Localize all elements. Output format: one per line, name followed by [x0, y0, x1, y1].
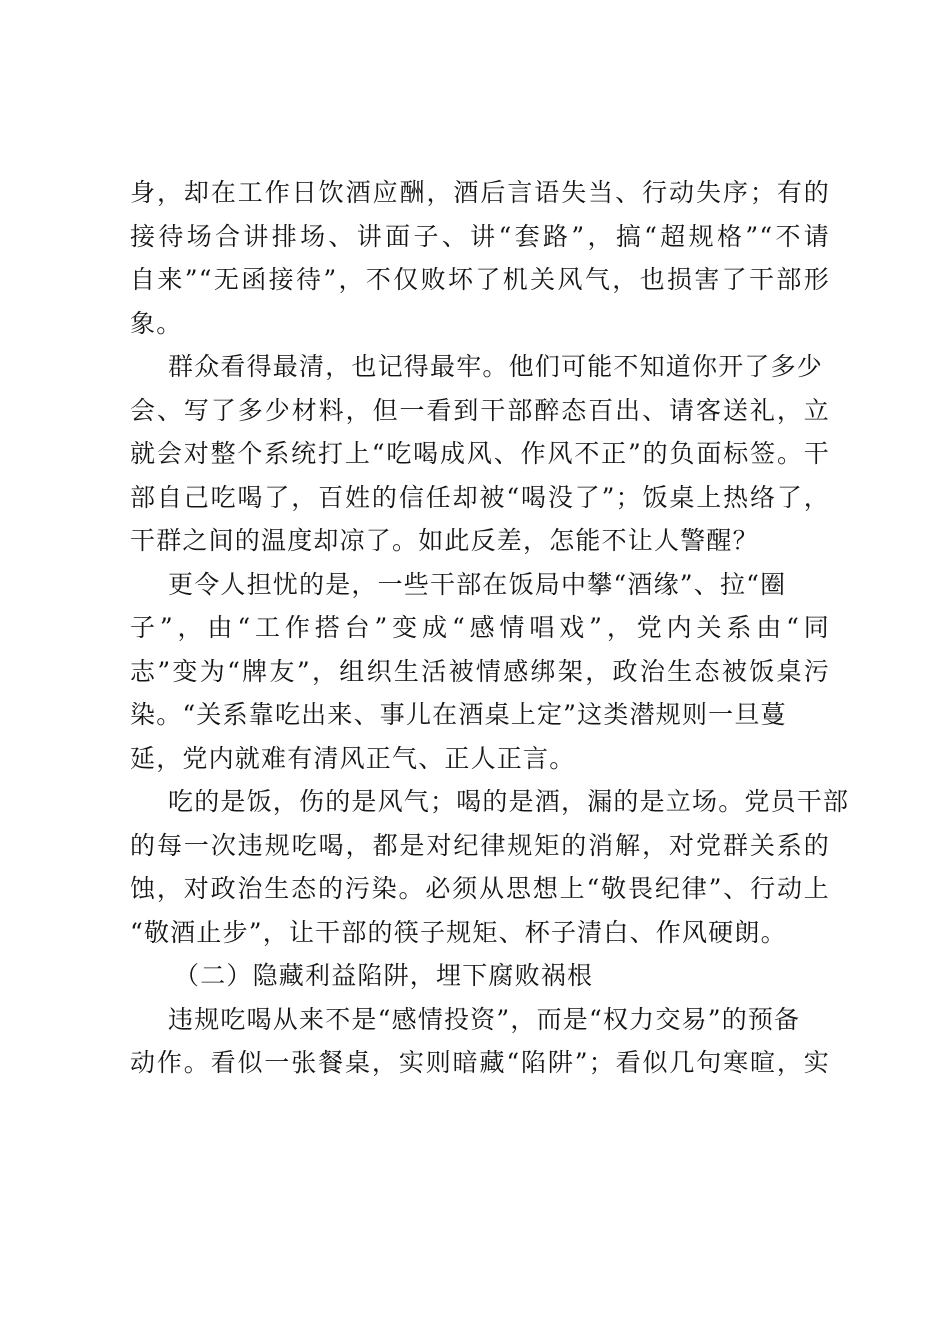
text-line: 自来”“无函接待”，不仅败坏了机关风气，也损害了干部形 [130, 265, 830, 294]
text-line: 接待场合讲排场、讲面子、讲“套路”，搞“超规格”“不请 [130, 221, 830, 251]
text-line: “敬酒止步”，让干部的筷子规矩、杯子清白、作风硬朗。 [130, 917, 787, 947]
text-line: 会、写了多少材料，但一看到干部醉态百出、请客送礼，立 [130, 395, 830, 425]
text-line: 动作。看似一张餐桌，实则暗藏“陷阱”；看似几句寒暄，实 [130, 1048, 830, 1077]
text-line: 违规吃喝从来不是“感情投资”，而是“权力交易”的预备 [168, 1004, 801, 1034]
text-line: 的每一次违规吃喝，都是对纪律规矩的消解，对党群关系的 [130, 830, 830, 860]
text-line: 群众看得最清，也记得最牢。他们可能不知道你开了多少 [168, 352, 824, 381]
text-line: 身，却在工作日饮酒应酬，酒后言语失当、行动失序；有的 [130, 178, 830, 207]
paragraph [130, 563, 830, 781]
text-line: 志”变为“牌友”，组织生活被情感绑架，政治生态被饭桌污 [130, 656, 830, 686]
paragraph [130, 345, 830, 563]
text-line: 部自己吃喝了，百姓的信任却被“喝没了”；饭桌上热络了， [130, 482, 830, 512]
text-line: 象。 [130, 308, 183, 338]
text-line: 就会对整个系统打上“吃喝成风、作风不正”的负面标签。干 [130, 439, 830, 468]
text-line: 延，党内就难有清风正气、正人正言。 [130, 743, 576, 773]
text-line: 更令人担忧的是，一些干部在饭局中攀“酒缘”、拉“圈 [168, 569, 787, 599]
paragraph [130, 998, 830, 1085]
text-line: 染。“关系靠吃出来、事儿在酒桌上定”这类潜规则一旦蔓 [130, 700, 787, 729]
heading-line: （二）隐藏利益陷阱，埋下腐败祸根 [174, 961, 594, 990]
text-line: 蚀，对政治生态的污染。必须从思想上“敬畏纪律”、行动上 [130, 874, 830, 903]
section-heading [130, 954, 830, 998]
paragraph [130, 780, 850, 954]
body-text [130, 171, 850, 1085]
text-line: 子”，由“工作搭台”变成“感情唱戏”，党内关系由“同 [130, 613, 830, 642]
paragraph [130, 171, 830, 345]
text-line: 干群之间的温度却凉了。如此反差，怎能不让人警醒？ [130, 526, 759, 555]
text-line: 吃的是饭，伤的是风气；喝的是酒，漏的是立场。党员干部 [168, 787, 850, 816]
